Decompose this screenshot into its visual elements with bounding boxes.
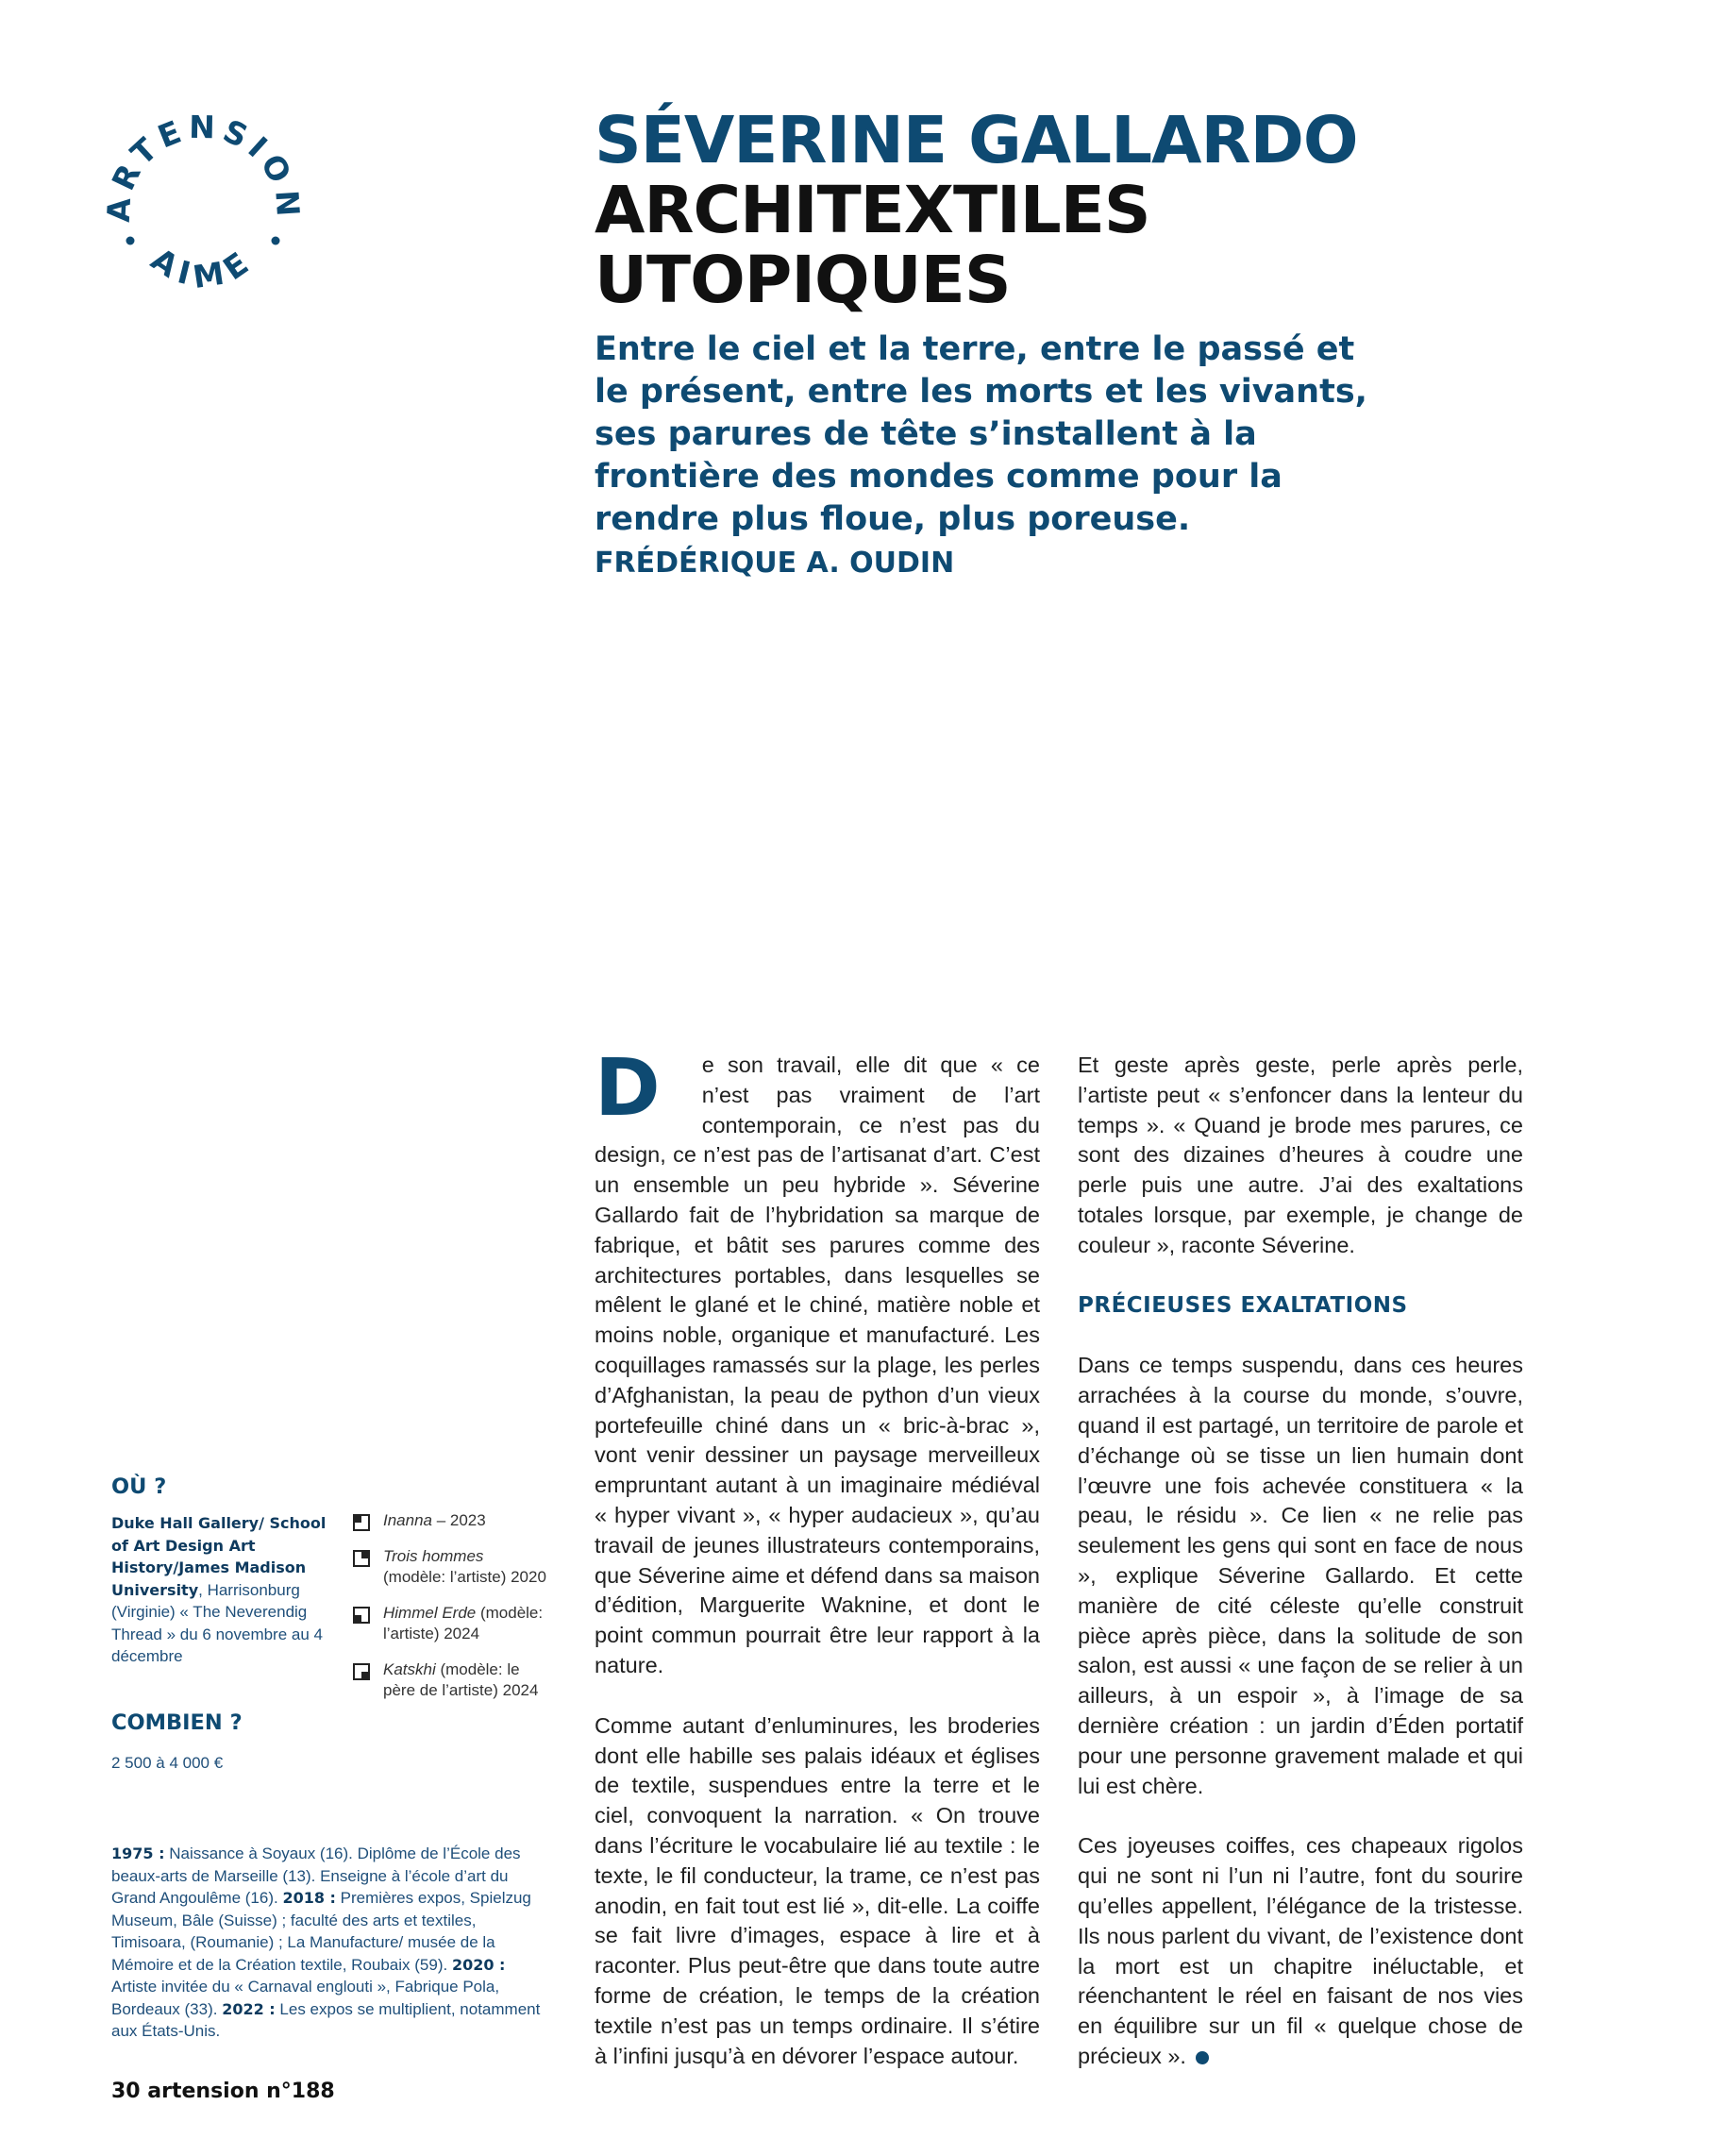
article-column-1 [595, 1041, 1040, 2129]
bio-year: 2018 : [282, 1889, 336, 1907]
logo-arc-text: ARTENSION [99, 108, 308, 224]
bio-year: 1975 : [111, 1844, 165, 1862]
work-caption [351, 1546, 549, 1589]
work-caption [351, 1659, 549, 1702]
article-author: FRÉDÉRIQUE A. OUDIN [595, 547, 955, 580]
work-detail: (modèle: le père de l’artiste) 2024 [383, 1659, 539, 1699]
position-icon-bottom-left [353, 1607, 370, 1624]
work-title: Katskhi [383, 1659, 436, 1678]
paragraph-3: Dans ce temps suspendu, dans ces heures arrachées à la course du monde, s’ouvre, quand il est partagé, un territoire de parole et d’échange où se tisse un lien humain dont l’œuvre une fois achevée constituera « la peau, le résidu ». Ce lien « ne relie pas seulement les gens qui sont en face de nous », explique Séverine Gallardo. Et cette manière de cité céleste qu’elle construit pièce après pièce, dans la solitude de son salon, est aussi « une façon de se relier à un ailleurs, à un espoir », à l’image de sa dernière création : un jardin d’Éden portatif pour une personne gravement malade et qui lui est chère. [1078, 1353, 1523, 1798]
paragraph-1 [595, 1041, 1040, 1681]
venue-details: , Harrisonburg (Virginie) « The Neverendig Thread » du 6 novembre au 4 décembre [111, 1580, 323, 1665]
lead-text: Entre le ciel et la terre, entre le passé et le présent, entre les morts et les vivants, ses parures de tête s’installent à la frontière des mondes comme pour la rendre plus floue, plus poreuse. [595, 330, 1367, 538]
bio-year: 2022 : [222, 1999, 276, 2018]
artist-bio [111, 1843, 541, 2043]
artist-name: SÉVERINE GALLARDO [595, 103, 1358, 178]
work-caption [351, 1603, 549, 1645]
paragraph-4 [1078, 1831, 1523, 2071]
venue-name: Duke Hall Gallery/ School of Art Design Art History/James Madison University [111, 1514, 327, 1599]
works-captions [351, 1510, 549, 1716]
paragraph-1-text: e son travail, elle dit que « ce n’est pas vraiment de l’art contemporain, ce n’est pas du design, ce n’est pas de l’artisanat d’art. C’est un ensemble un peu hybride ». Séverine Gallardo fait de l’hybridation sa marque de fabrique, et bâtit ses parures comme des architectures portables, dans lesquelles se mêlent le glané et le chiné, matière noble et moins noble, organique et manufacturé. Les coquillages ramassés sur la plage, les perles d’Afghanistan, la peau de python d’un vieux portefeuille chiné dans un « bric-à-brac », vont venir dessiner un paysage merveilleux empruntant autant à un imaginaire médiéval « hyper vivant », « hyper audacieux », qu’au travail de jeunes illustrateurs contemporains, que Séverine aime et défend dans sa maison d’édition, Marguerite Waknine, et dont le point commun pourrait être leur rapport à la nature. [595, 1053, 1040, 1677]
article-title [595, 173, 1150, 318]
position-icon-bottom-right [353, 1663, 370, 1680]
position-icon-top-left [353, 1514, 370, 1531]
logo-dot-right [272, 237, 280, 245]
price-range: 2 500 à 4 000 € [111, 1754, 224, 1772]
bio-text: Les expos se multiplient, notamment aux États-Unis. [111, 1999, 541, 2040]
paragraph-4-text: Ces joyeuses coiffes, ces chapeaux rigolos qui ne sont ni l’un ni l’autre, font du sourire qu’elles appellent, l’élégance de la tristesse. Ils nous parlent du vivant, de l’existence dont la mort est un chapitre inéluctable, et réenchantent le réel en faisant de nos vies en équilibre sur un fil « quelque chose de précieux ». [1078, 1833, 1523, 2068]
work-title: Inanna [383, 1511, 432, 1529]
price-heading: COMBIEN ? [111, 1710, 243, 1735]
bio-text: Artiste invitée du « Carnaval englouti », Fabrique Pola, Bordeaux (33). [111, 1978, 500, 2018]
section-subhead: PRÉCIEUSES EXALTATIONS [1078, 1292, 1408, 1318]
work-caption [351, 1510, 549, 1532]
work-title: Trois hommes [383, 1546, 484, 1565]
work-detail: (modèle: l’artiste) 2024 [383, 1603, 544, 1642]
article-title-line2: UTOPIQUES [595, 243, 1011, 318]
logo-sub-text: AIME [144, 240, 261, 296]
paragraph-2-continued: Et geste après geste, perle après perle, l’artiste peut « s’enfoncer dans la lenteur du temps ». « Quand je brode mes parures, ce sont des dizaines d’heures à coudre une perle puis une autre. J’ai des exaltations totales lorsque, par exemple, je change de couleur », raconte Séverine. [1078, 1053, 1523, 1257]
article-title-line1: ARCHITEXTILES [595, 173, 1150, 248]
venue-info [111, 1512, 328, 1668]
artension-aime-logo [94, 99, 311, 316]
work-title: Himmel Erde [383, 1603, 477, 1622]
bio-text: Premières expos, Spielzug Museum, Bâle (Suisse) ; faculté des arts et textiles, Timisoara, (Roumanie) ; La Manufacture/ musée de la Mémoire et de la Création textile, Roubaix (59). [111, 1889, 531, 1974]
end-mark-dot [1196, 2051, 1209, 2064]
work-detail: (modèle: l’artiste) 2020 [383, 1568, 546, 1586]
position-icon-top-right [353, 1550, 370, 1567]
article-lead [595, 328, 1378, 584]
bio-year: 2020 : [451, 1955, 506, 1974]
page-folio: 30 artension n°188 [111, 2080, 335, 2103]
bio-text: Naissance à Soyaux (16). Diplôme de l’École des beaux-arts de Marseille (13). Enseigne à l’école d’art du Grand Angoulême (16). [111, 1844, 521, 1907]
dropcap: D [595, 1041, 661, 1134]
work-detail: – 2023 [432, 1511, 486, 1529]
paragraph-2: Comme autant d’enluminures, les broderies dont elle habille ses palais idéaux et églises de textile, suspendues entre la terre et le ciel, convoquent la narration. « On trouve dans l’écriture le vocabulaire lié au textile : le texte, le fil conducteur, la trame, ce n’est pas anodin, en fait tout est lié », dit-elle. La coiffe se fait livre d’images, espace à lire et à raconter. Plus peut-être que dans toute autre forme de création, le temps de la création textile n’est pas un temps ordinaire. Il s’étire à l’infini jusqu’à en dévorer l’espace autour. [595, 1712, 1040, 2068]
logo-dot-left [126, 237, 135, 245]
article-column-2 [1078, 1051, 1523, 2102]
where-heading: OÙ ? [111, 1474, 167, 1499]
